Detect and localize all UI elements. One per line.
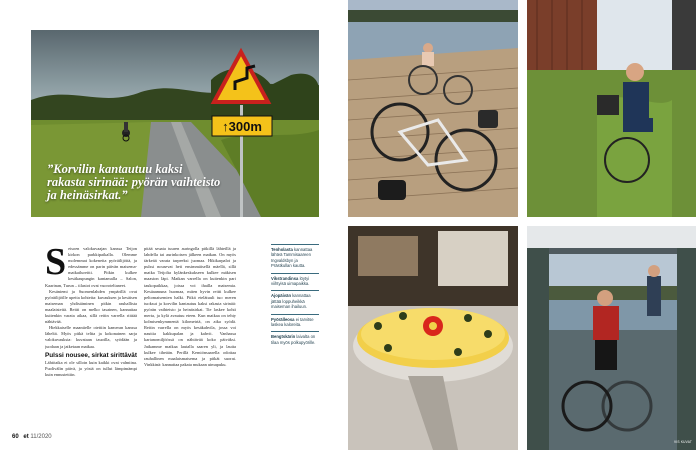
page-number: 60 — [12, 434, 19, 440]
tips-sidebar — [271, 244, 319, 349]
article-column-1 — [45, 246, 137, 426]
article-subheading: Pulssi nousee, sirkat sirittävät — [45, 351, 137, 359]
ferry-photo-illustration — [527, 226, 696, 450]
tip-item: Tenholasta kannattaa lähteä Tammisaareen Ingvaldsbyn ja Prästkullan kautta. — [271, 244, 319, 269]
cake-photo-illustration — [348, 226, 518, 450]
cyclist-resting-photo — [527, 0, 696, 217]
page-folio — [12, 434, 52, 440]
tip-item: Bengtskärin laivalta on tilaa myös polkupyörille. — [271, 331, 319, 345]
tip-item: Ajopäivän kannattaa jättää loppuheikkä maiseman ihailuun. — [271, 290, 319, 309]
article-paragraph-1: eisoen valokuvaajan kanssa Teijon kirkon parkkipaikalla. Olemme molemmat kokeneita pyöräilijöitä, ja edessämme on parin päivän maisema-matkailureitti. Pitkin kulkee kesäkaupungin kantamalla – Salon, Kaarinan, Turun – tilastot ovat vuoroteltaneet. — [45, 246, 137, 288]
article-paragraph-3: Hiekkaiselle maantielle otettiin kameran kanssa läheltä. Myös pitkä teltta ja kokonainen sarja valokuvauksia: kuvataan tauoilla, syödään ja juodaan ja jatketaan matkaa. — [45, 325, 137, 349]
road-sign-photo — [31, 30, 319, 217]
ferry-cyclist-photo — [527, 226, 696, 450]
cyclist-photo-illustration — [527, 0, 696, 217]
magazine-logo: et — [23, 434, 29, 440]
tip-item: Pyörälleosa ei tarvitse laskea kaloreita. — [271, 314, 319, 328]
tip-item: Vikstrandinsa löytyi viihtyisä uimapaikka. — [271, 273, 319, 287]
article-column-2 — [144, 246, 236, 426]
cake-photo — [348, 226, 518, 450]
article-paragraph-4: Lähtöaika ei ole silloin kuin kaikki ovat valmiina. Puolivälin päivä, ja yöstä on tullut lämpimämpi kuin ennustettiin. — [45, 359, 137, 377]
photo-credit: VIS KUVAT — [674, 440, 692, 444]
pier-bicycles-photo — [348, 0, 518, 217]
road-sign-distance: ↑300m — [222, 119, 262, 134]
issue-number: 11/2020 — [30, 434, 52, 440]
pier-photo-illustration — [348, 0, 518, 217]
dropcap: S — [45, 246, 67, 283]
article-paragraph-2: Kesäniemi ja Suomenlahden ympärillä ovat pyöräilijöille upeita kohteita: kuvauksen ja kesäisen maiseman yhdistäminen pitkin rauhallista maalaisteitä. Reitti on melko tasainen, kannattaa kuitenkin varata aikaa, sillä reitin varrella riittää nähtävää. — [45, 288, 137, 325]
article-paragraph-5: pitää seuata tuuren auringolla pitkillä lähteillä ja lahdella tai aurinkoisen jälkeen matkan. On myös tärkeää varata tarpeeksi juomaa. Hikikarpalot ja pulssi nousevat heti ensimmäisellä mäellä, sillä matka Teijolta kylänkeskukseen kulkee mäkisen maaston läpi. Matkan varrella on kuitenkin pari taukopaikkaa, joissa voi ihailla maisemia. Kesäaamuna huomaa, miten hyvin reitti kulkee peltomaisemien halki. Pitkä etelätuuli tuo meren tuoksut ja korvilin kantautuu kaksi rakasta sirinää: pyörän vaihteisto ja heinäsirkat. Tie laskee kohti merta, ja kylä avautuu eteen. Kun matkaa on tehty kolmisenkymmentä kilometriä, on aika syödä. Reitin varrella on myös kesäkahvila, jossa voi nauttia kakkupalan ja kahvit. Vanhassa kartanomiljöössä on nähtävää koko päiväksi. Jatkamme matkaa lautalla saaren yli, ja lautta kulkee tiheään. Perillä Kemiönsaarella odottaa rauhallinen maalaismaisema ja pitkät suorat. Vinkkinä: kannattaa pakata mukaan uimapuku. — [144, 246, 236, 367]
pull-quote: ”Korvilin kantautuu kaksi rakasta sirinää: pyörän vaihteisto ja heinäsirkat.” — [47, 162, 221, 202]
